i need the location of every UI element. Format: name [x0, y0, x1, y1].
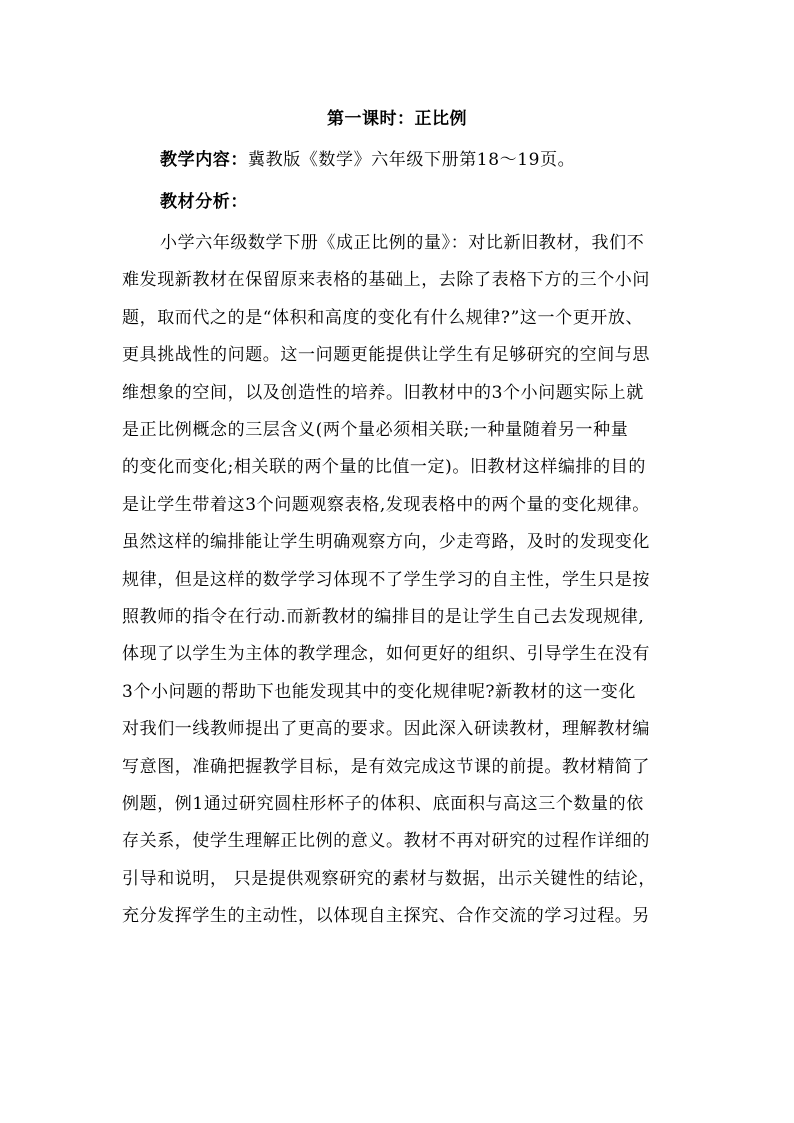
teaching-content-label: 教学内容：: [160, 150, 248, 170]
body-text-line: 的变化而变化;相关联的两个量的比值一定)。旧教材这样编排的目的: [122, 457, 646, 478]
body-text-line: 充分发挥学生的主动性，以体现自主探究、合作交流的学习过程。另: [122, 906, 650, 927]
body-text-line: 3个小问题的帮助下也能发现其中的变化规律呢?新教材的这一变化: [122, 681, 636, 702]
body-text-line: 存关系，使学生理解正比例的意义。教材不再对研究的过程作详细的: [122, 831, 650, 852]
body-text-line: 更具挑战性的问题。这一问题更能提供让学生有足够研究的空间与思: [122, 345, 650, 366]
body-text-line: 是正比例概念的三层含义(两个量必须相关联;一种量随着另一种量: [122, 420, 629, 440]
lesson-title: 第一课时：正比例: [327, 109, 467, 129]
body-text-line: 维想象的空间，以及创造性的培养。旧教材中的3个小问题实际上就: [122, 382, 644, 403]
teaching-content-text: 冀教版《数学》六年级下册第18～19页。: [248, 150, 576, 170]
body-text-line: 虽然这样的编排能让学生明确观察方向，少走弯路，及时的发现变化: [122, 532, 650, 553]
body-text-line: 例题，例1通过研究圆柱形杯子的体积、底面积与高这三个数量的依: [122, 794, 644, 814]
body-text-line: 写意图，准确把握教学目标，是有效完成这节课的前提。教材精简了: [122, 756, 650, 777]
body-text-line: 题，取而代之的是“体积和高度的变化有什么规律?”这一个更开放、: [122, 307, 644, 328]
body-text-line: 对我们一线教师提出了更高的要求。因此深入研读教材，理解教材编: [122, 719, 650, 740]
body-text-line: 是让学生带着这3个问题观察表格,发现表格中的两个量的变化规律。: [122, 494, 650, 515]
teaching-content-line: [160, 149, 575, 171]
textbook-analysis-label: 教材分析：: [160, 192, 248, 212]
body-text-line: 引导和说明， 只是提供观察研究的素材与数据，出示关键性的结论，: [122, 868, 657, 889]
body-text-line: 体现了以学生为主体的教学理念，如何更好的组织、引导学生在没有: [122, 644, 650, 665]
body-text-line: 规律，但是这样的数学学习体现不了学生学习的自主性，学生只是按: [122, 569, 650, 590]
body-text-line: 难发现新教材在保留原来表格的基础上，去除了表格下方的三个小问: [122, 270, 650, 291]
body-text-line: 小学六年级数学下册《成正比例的量》：对比新旧教材，我们不: [160, 233, 645, 253]
body-text-line: 照教师的指令在行动.而新教材的编排目的是让学生自己去发现规律,: [122, 607, 645, 627]
